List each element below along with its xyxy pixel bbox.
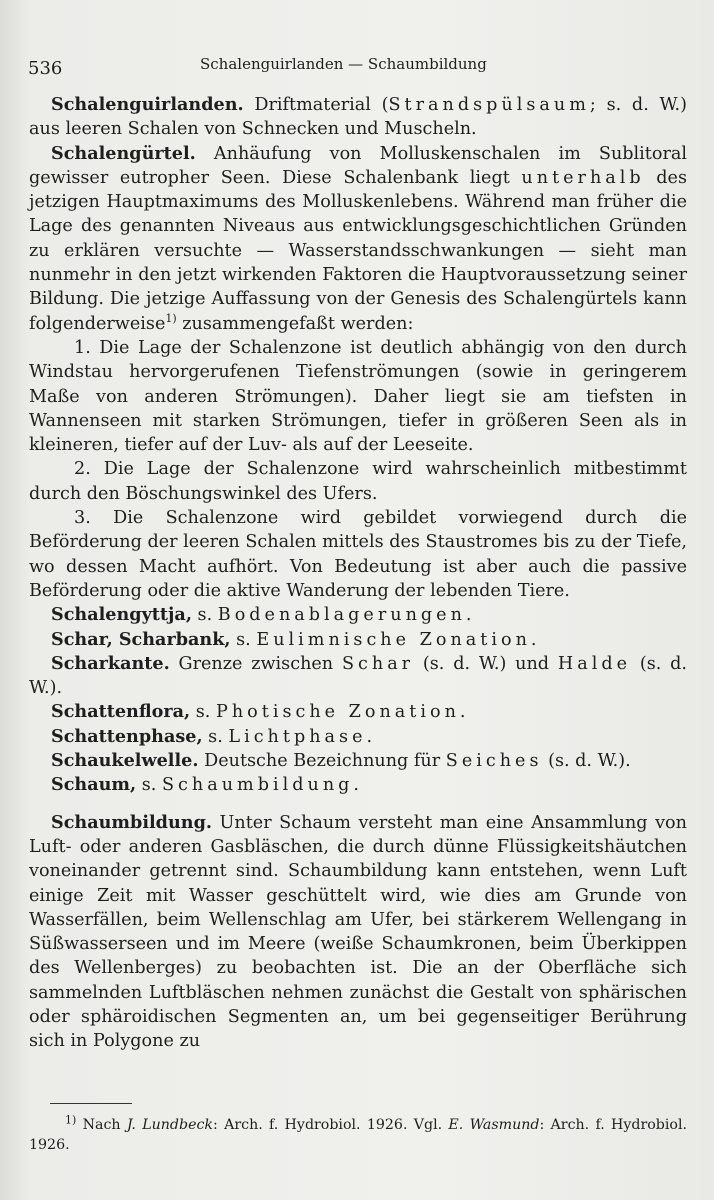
entry-head: Schalengürtel. <box>51 142 196 164</box>
entry-schalengyttja <box>29 603 687 627</box>
entry-head: Schalengyttja, <box>51 604 192 626</box>
entry-text: Unter Schaum versteht man eine Ansammlung von Luft- oder anderen Gasbläschen, die durch dünne Flüssigkeitshäutchen voneinander getrennt sind. Schaumbildung kann entstehen, wenn Luft einige Zeit mit Wasser geschüttelt wird, wie dies am Grunde von Wasserfällen, beim Wellenschlag am Ufer, bei stärkerem Wellengang in Süßwasserseen und im Meere (weiße Schaumkronen, beim Überkippen des Wellenberges) zu beobachten ist. Die an der Oberfläche sich sammelnden Luftbläschen nehmen zunächst die Gestalt von sphärischen oder sphäroidischen Segmenten an, um bei gegenseitiger Berührung sich in Polygone zu <box>29 812 687 1052</box>
entry-schar <box>29 628 687 652</box>
entry-text: ; s. d. W.) aus leeren Schalen von Schnecken und Muscheln. <box>29 95 687 140</box>
entry-text: (s. d. W.) und <box>414 653 558 674</box>
footnote-text: Nach <box>76 1117 127 1133</box>
running-title: Schalenguirlanden — Schaumbildung <box>200 55 487 73</box>
entry-text: . <box>353 775 360 796</box>
entry-schattenphase <box>29 725 687 749</box>
spaced-term: Eulimnische Zonation <box>256 629 531 650</box>
entry-head: Schar, Scharbank, <box>51 628 231 650</box>
entry-text: zusammengefaßt werden: <box>176 313 414 334</box>
entry-text: s. <box>136 775 162 796</box>
spaced-term: Bodenablagerungen <box>217 605 466 626</box>
spaced-term: Strandspülsaum <box>388 95 590 115</box>
spaced-term: unterhalb <box>521 167 645 188</box>
footnote-ref: 1) <box>165 311 177 325</box>
entry-head: Schattenflora, <box>51 701 191 723</box>
entry-schaukelwelle <box>29 749 687 773</box>
entry-head: Schaum, <box>51 774 137 796</box>
entry-text: s. <box>202 726 229 747</box>
footnote-rule <box>50 1103 132 1104</box>
entry-head: Schattenphase, <box>51 725 203 747</box>
footnote <box>29 1115 687 1155</box>
footnote-text: : Arch. f. Hydrobiol. 1926. <box>29 1117 688 1153</box>
entry-text: (s. d. W.). <box>542 751 631 772</box>
entry-text: . <box>530 629 537 650</box>
entry-text: Anhäufung von Molluskenschalen im Sublitoral gewisser eutropher Seen. Diese Schalenbank liegt <box>29 143 687 188</box>
entry-schaumbildung <box>29 811 687 1054</box>
entry-schalenguertel <box>29 142 687 336</box>
entry-text: Grenze zwischen <box>169 653 342 674</box>
entry-head: Scharkante. <box>51 652 170 674</box>
footnote-author: J. Lundbeck <box>126 1117 214 1133</box>
spaced-term: Seiches <box>445 751 543 772</box>
entry-text: . <box>366 726 373 747</box>
entry-scharkante <box>29 652 687 701</box>
spaced-term: Schar <box>341 653 415 674</box>
entry-text: (s. d. W.). <box>29 653 687 699</box>
entry-schalenguirlanden <box>29 93 687 142</box>
footnote-author: E. Wasmund <box>448 1117 540 1133</box>
entry-head: Schalenguirlanden. <box>51 94 244 115</box>
spaced-term: Halde <box>557 653 632 674</box>
entry-text: . <box>465 605 472 626</box>
spaced-term: Lichtphase <box>228 726 367 747</box>
spaced-term: Photische Zonation <box>215 702 460 723</box>
entry-head: Schaukelwelle. <box>51 750 199 772</box>
entry-text: s. <box>230 629 257 650</box>
footnote-mark: 1) <box>65 1113 77 1127</box>
page-body <box>29 93 687 1054</box>
entry-schaum <box>29 773 687 797</box>
entry-text: s. <box>190 702 216 723</box>
list-item: 1. Die Lage der Schalenzone ist deutlich abhängig von den durch Windstau hervorgerufenen Tiefenströmungen (sowie in geringerem Maße von anderen Strömungen). Daher liegt sie am tiefsten in Wannenseen mit starken Strömungen, tiefer in größeren Seen als in kleineren, tiefer auf der Luv- als auf der Leeseite. <box>29 337 687 456</box>
entry-text: . <box>459 702 466 723</box>
entry-text: Deutsche Bezeichnung für <box>198 751 446 772</box>
entry-text: s. <box>191 605 218 626</box>
list-item: 3. Die Schalenzone wird gebildet vorwiegend durch die Beförderung der leeren Schalen mittels des Staustromes bis zu der Tiefe, wo dessen Macht aufhört. Von Bedeutung ist aber auch die passive Beförderung oder die aktive Wanderung der lebenden Tiere. <box>29 508 687 601</box>
entry-text: des jetzigen Hauptmaximums des Molluskenlebens. Während man früher die Lage des genannten Niveaus aus entwicklungsgeschichtlichen Gründen zu erklären versuchte — Wasserstandsschwankungen — sieht man nunmehr in den jetzt wirkenden Faktoren die Hauptvoraussetzung seiner Bildung. Die jetzige Auffassung von der Genesis des Schalengürtels kann folgenderweise <box>29 167 687 334</box>
page-number: 536 <box>28 58 63 79</box>
footnote-text: : Arch. f. Hydrobiol. 1926. Vgl. <box>213 1117 449 1133</box>
list-item: 2. Die Lage der Schalenzone wird wahrscheinlich mitbestimmt durch den Böschungswinkel des Ufers. <box>29 459 687 504</box>
entry-text: Driftmaterial ( <box>243 95 389 115</box>
entry-head: Schaumbildung. <box>51 811 212 833</box>
entry-schattenflora <box>29 700 687 724</box>
spaced-term: Schaumbildung <box>161 775 354 796</box>
